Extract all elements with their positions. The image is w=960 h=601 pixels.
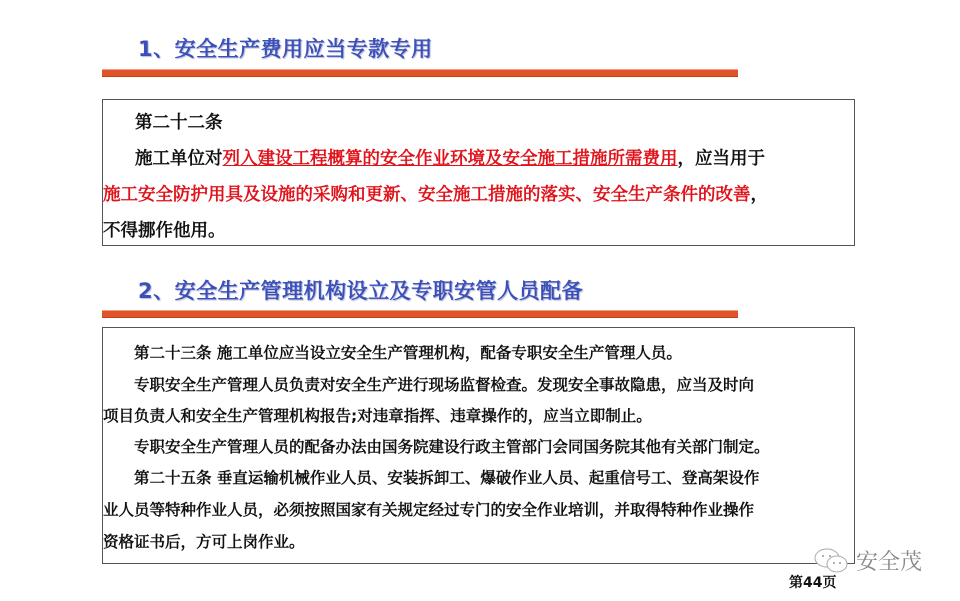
watermark-text: 安全茂 (856, 550, 923, 575)
article-line: 不得挪作他用。 (103, 221, 226, 241)
article-line: 第二十三条 施工单位应当设立安全生产管理机构，配备专职安全生产管理人员。 (103, 344, 682, 362)
article-line (103, 181, 854, 206)
highlight-text: 列入建设工程概算的安全作业环境及安全施工措施所需费用 (222, 149, 678, 169)
text: ， (750, 185, 768, 205)
section2-article-box (102, 327, 855, 564)
wechat-icon (812, 546, 852, 576)
article-line: 专职安全生产管理人员负责对安全生产进行现场监督检查。发现安全事故隐患，应当及时向 (103, 376, 755, 394)
article-title: 第二十二条 (135, 113, 223, 133)
article-line (135, 145, 854, 170)
article-line: 资格证书后，方可上岗作业。 (103, 533, 305, 551)
article-line: 专职安全生产管理人员的配备办法由国务院建设行政主管部门会同国务院其他有关部门制定。 (103, 438, 770, 456)
section2-divider (102, 310, 738, 318)
page-number: 第44页 (789, 575, 837, 591)
section1-article-box (102, 99, 855, 246)
highlight-text: 施工安全防护用具及设施的采购和更新、安全施工措施的落实、安全生产条件的改善 (103, 185, 751, 205)
text: 施工单位对 (135, 149, 223, 169)
section1-divider (102, 69, 738, 77)
section2-heading: 2、安全生产管理机构设立及专职安管人员配备 (138, 279, 584, 303)
section1-heading: 1、安全生产费用应当专款专用 (138, 37, 433, 61)
article-line: 项目负责人和安全生产管理机构报告;对违章指挥、违章操作的，应当立即制止。 (103, 407, 652, 425)
article-line: 第二十五条 垂直运输机械作业人员、安装拆卸工、爆破作业人员、起重信号工、登高架设作 (103, 469, 760, 487)
article-line: 业人员等特种作业人员，必须按照国家有关规定经过专门的安全作业培训，并取得特种作业操作 (103, 501, 755, 519)
text: ，应当用于 (677, 149, 765, 169)
